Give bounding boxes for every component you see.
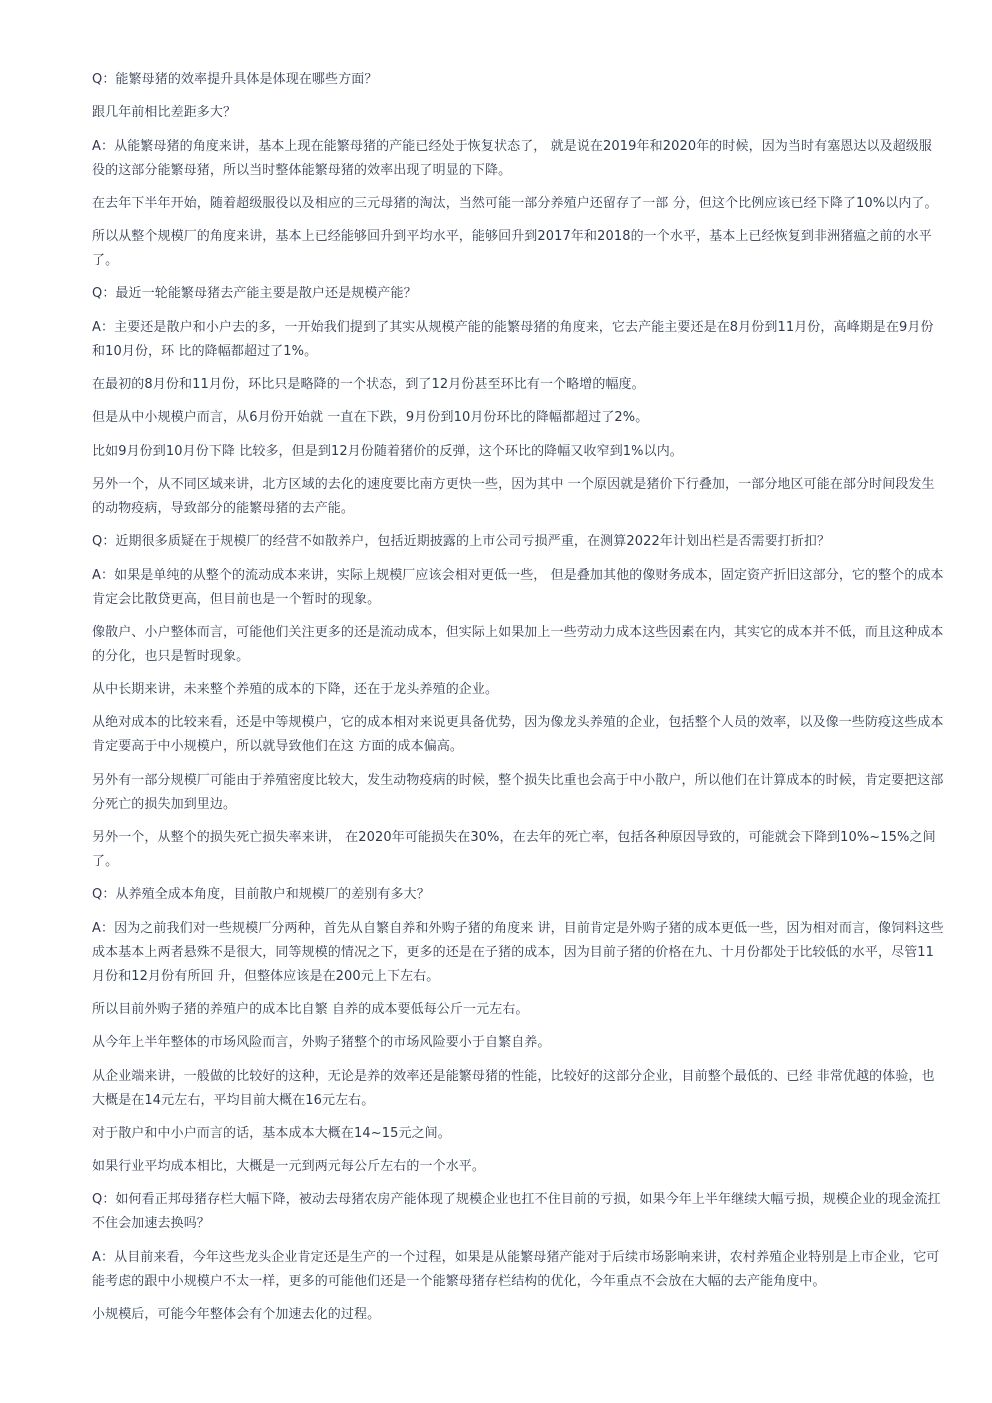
- body-paragraph: 比如9月份到10月份下降 比较多，但是到12月份随着猪价的反弹，这个环比的降幅又收窄到1%以内。: [92, 443, 683, 459]
- body-paragraph: 在最初的8月份和11月份，环比只是略降的一个状态，到了12月份甚至环比有一个略增的幅度。: [92, 377, 645, 393]
- body-paragraph: 小规模后，可能今年整体会有个加速去化的过程。: [92, 1307, 381, 1323]
- body-paragraph: 对于散户和中小户而言的话，基本成本大概在14~15元之间。: [92, 1125, 451, 1141]
- question-paragraph: Q：如何看正邦母猪存栏大幅下降，被动去母猪农房产能体现了规模企业也扛不住目前的亏损，如果今年上半年继续大幅亏损，规模企业的现金流扛不住会加速去换吗？: [92, 1192, 941, 1232]
- body-paragraph: 在去年下半年开始，随着超级服役以及相应的三元母猪的淘汰，当然可能一部分养殖户还留存了一部 分，但这个比例应该已经下降了10%以内了。: [92, 195, 938, 211]
- answer-paragraph: A：从能繁母猪的角度来讲，基本上现在能繁母猪的产能已经处于恢复状态了， 就是说在2019年和2020年的时候，因为当时有塞恩达以及超级服役的这部分能繁母猪，所以当时整体能繁母猪的效率出现了明显的下降。: [92, 138, 932, 178]
- body-paragraph: 从绝对成本的比较来看，还是中等规模户，它的成本相对来说更具备优势，因为像龙头养殖的企业，包括整个人员的效率，以及像一些防疫这些成本肯定要高于中小规模户，所以就导致他们在这 方面的成本偏高。: [92, 715, 944, 755]
- body-paragraph: 从中长期来讲，未来整个养殖的成本的下降，还在于龙头养殖的企业。: [92, 682, 499, 698]
- document-body: [92, 68, 944, 1336]
- answer-paragraph: A：因为之前我们对一些规模厂分两种，首先从自繁自养和外购子猪的角度来 讲，目前肯定是外购子猪的成本更低一些，因为相对而言，像饲料这些成本基本上两者悬殊不是很大，同等规模的情况之下，更多的还是在子猪的成本，因为目前子猪的价格在九、十月份都处于比较低的水平，尽管11月份和12月份有所回 升，但整体应该是在200元上下左右。: [92, 920, 944, 984]
- body-paragraph: 像散户、小户整体而言，可能他们关注更多的还是流动成本，但实际上如果加上一些劳动力成本这些因素在内，其实它的成本并不低，而且这种成本的分化，也只是暂时现象。: [92, 624, 944, 664]
- body-paragraph: 从企业端来讲，一般做的比较好的这种，无论是养的效率还是能繁母猪的性能，比较好的这部分企业，目前整个最低的、已经 非常优越的体验，也大概是在14元左右，平均目前大概在16元左右。: [92, 1068, 935, 1108]
- question-paragraph: 跟几年前相比差距多大？: [92, 105, 237, 121]
- body-paragraph: 如果行业平均成本相比，大概是一元到两元每公斤左右的一个水平。: [92, 1159, 486, 1175]
- answer-paragraph: A：从目前来看，今年这些龙头企业肯定还是生产的一个过程，如果是从能繁母猪产能对于后续市场影响来讲，农村养殖企业特别是上市企业，它可能考虑的跟中小规模户不太一样，更多的可能他们还是一个能繁母猪存栏结构的优化，今年重点不会放在大幅的去产能角度中。: [92, 1249, 940, 1289]
- body-paragraph: 另外有一部分规模厂可能由于养殖密度比较大，发生动物疫病的时候，整个损失比重也会高于中小散户，所以他们在计算成本的时候，肯定要把这部分死亡的损失加到里边。: [92, 772, 944, 812]
- body-paragraph: 另外一个，从整个的损失死亡损失率来讲， 在2020年可能损失在30%，在去年的死亡率，包括各种原因导致的，可能就会下降到10%~15%之间了。: [92, 830, 936, 870]
- question-paragraph: Q：能繁母猪的效率提升具体是体现在哪些方面？: [92, 72, 378, 87]
- body-paragraph: 所以目前外购子猪的养殖户的成本比自繁 自养的成本要低每公斤一元左右。: [92, 1001, 529, 1017]
- body-paragraph: 从今年上半年整体的市场风险而言，外购子猪整个的市场风险要小于自繁自养。: [92, 1035, 551, 1051]
- question-paragraph: Q：从养殖全成本角度，目前散户和规模厂的差别有多大？: [92, 887, 430, 903]
- answer-paragraph: A：主要还是散户和小户去的多，一开始我们提到了其实从规模产能的能繁母猪的角度来，它去产能主要还是在8月份到11月份，高峰期是在9月份和10月份，环 比的降幅都超过了1%。: [92, 319, 934, 359]
- body-paragraph: 但是从中小规模户而言，从6月份开始就 一直在下跌，9月份到10月份环比的降幅都超过了2%。: [92, 410, 649, 426]
- body-paragraph: 另外一个，从不同区域来讲，北方区域的去化的速度要比南方更快一些，因为其中 一个原因就是猪价下行叠加，一部分地区可能在部分时间段发生的动物疫病，导致部分的能繁母猪的去产能。: [92, 476, 935, 516]
- body-paragraph: 所以从整个规模厂的角度来讲，基本上已经能够回升到平均水平，能够回升到2017年和2018的一个水平，基本上已经恢复到非洲猪瘟之前的水平了。: [92, 229, 932, 269]
- question-paragraph: Q：最近一轮能繁母猪去产能主要是散户还是规模产能？: [92, 286, 417, 302]
- answer-paragraph: A：如果是单纯的从整个的流动成本来讲，实际上规模厂应该会相对更低一些， 但是叠加其他的像财务成本，固定资产折旧这部分，它的整个的成本肯定会比散贷更高，但目前也是一个暂时的现象。: [92, 567, 944, 607]
- question-paragraph: Q：近期很多质疑在于规模厂的经营不如散养户，包括近期披露的上市公司亏损严重，在测算2022年计划出栏是否需要打折扣？: [92, 534, 831, 550]
